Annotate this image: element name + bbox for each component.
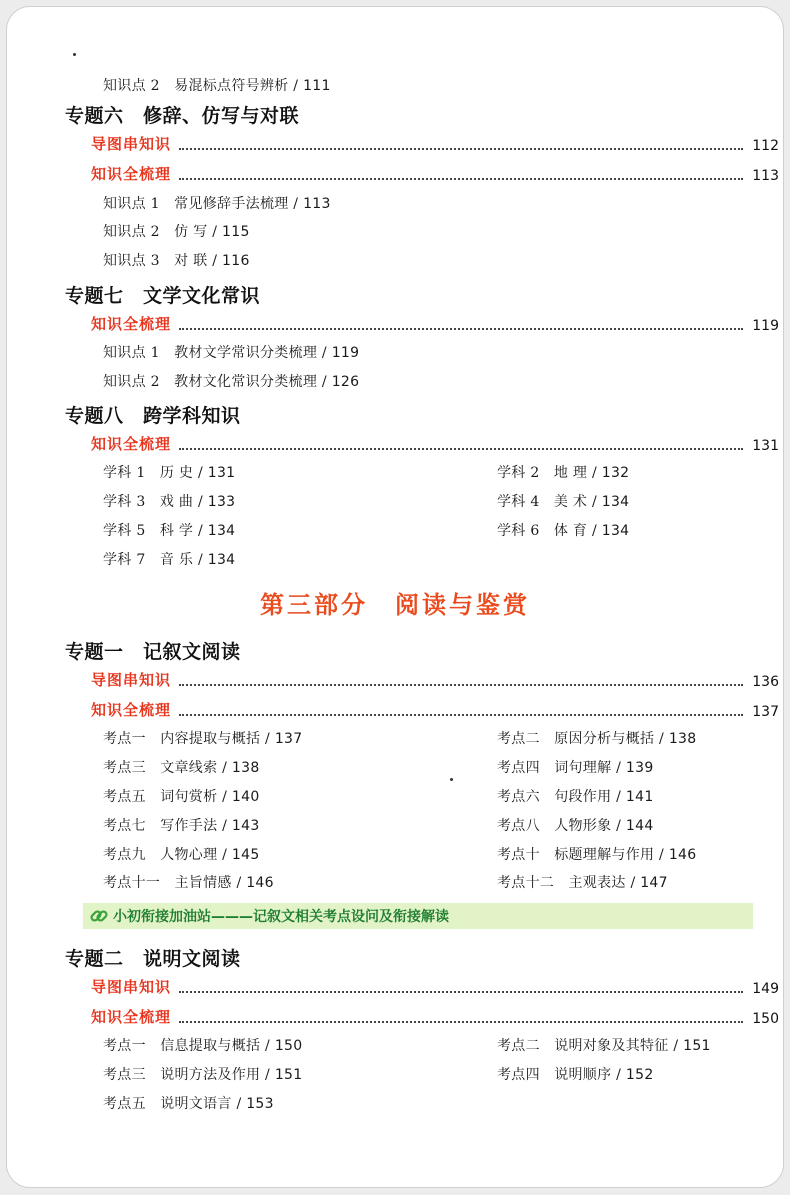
toc-item[interactable]: 考点六 句段作用 / 141 [497, 789, 654, 805]
sub-label: 知识全梳理 [91, 315, 172, 333]
sub-label: 知识全梳理 [91, 435, 172, 453]
toc-item[interactable]: 考点三 说明方法及作用 / 151 [103, 1067, 303, 1083]
toc-item[interactable]: 考点二 原因分析与概括 / 138 [497, 731, 697, 747]
toc-item[interactable]: 考点一 信息提取与概括 / 150 [103, 1038, 303, 1054]
toc-item[interactable]: 考点九 人物心理 / 145 [103, 847, 260, 863]
page-number: 113 [752, 168, 779, 184]
toc-item[interactable]: 考点五 词句赏析 / 140 [103, 789, 260, 805]
toc-item[interactable]: 考点一 内容提取与概括 / 137 [103, 731, 303, 747]
toc-sub-entry[interactable] [91, 669, 779, 690]
page-number: 137 [752, 704, 779, 720]
toc-item[interactable]: 知识点 1 常见修辞手法梳理 / 113 [103, 196, 331, 212]
dot-leader [179, 147, 743, 150]
speck [73, 53, 76, 56]
toc-item[interactable]: 考点四 词句理解 / 139 [497, 760, 654, 776]
sub-label: 知识全梳理 [91, 165, 172, 183]
toc-item[interactable]: 考点十一 主旨情感 / 146 [103, 875, 274, 891]
toc-item[interactable]: 学科 2 地 理 / 132 [497, 465, 630, 481]
topic-title[interactable]: 专题一 记叙文阅读 [65, 641, 241, 663]
sub-label: 知识全梳理 [91, 1008, 172, 1026]
toc-sub-entry[interactable] [91, 976, 779, 997]
dot-leader [179, 713, 743, 716]
dot-leader [179, 177, 743, 180]
toc-item[interactable]: 考点二 说明对象及其特征 / 151 [497, 1038, 711, 1054]
page-number: 136 [752, 674, 779, 690]
toc-item[interactable]: 考点十 标题理解与作用 / 146 [497, 847, 697, 863]
toc-item[interactable]: 学科 3 戏 曲 / 133 [103, 494, 236, 510]
page-number: 150 [752, 1011, 779, 1027]
page-number: 131 [752, 438, 779, 454]
toc-item[interactable]: 考点五 说明文语言 / 153 [103, 1096, 274, 1112]
page-number: 112 [752, 138, 779, 154]
toc-item[interactable]: 学科 7 音 乐 / 134 [103, 552, 236, 568]
sub-label: 导图串知识 [91, 671, 172, 689]
dot-leader [179, 990, 743, 993]
bridge-text: 小初衔接加油站———记叙文相关考点设问及衔接解读 [113, 909, 449, 925]
toc-item[interactable]: 学科 6 体 育 / 134 [497, 523, 630, 539]
toc-sub-entry[interactable] [91, 699, 779, 720]
book-page [6, 6, 784, 1188]
toc-item[interactable]: 学科 1 历 史 / 131 [103, 465, 236, 481]
toc-item[interactable]: 学科 5 科 学 / 134 [103, 523, 236, 539]
toc-sub-entry[interactable] [91, 1006, 779, 1027]
dot-leader [179, 1020, 743, 1023]
toc-sub-entry[interactable] [91, 313, 779, 334]
dot-leader [179, 683, 743, 686]
page-number: 119 [752, 318, 779, 334]
dot-leader [179, 447, 743, 450]
sub-label: 知识全梳理 [91, 701, 172, 719]
dot-leader [179, 327, 743, 330]
topic-title[interactable]: 专题六 修辞、仿写与对联 [65, 105, 300, 127]
topic-title[interactable]: 专题七 文学文化常识 [65, 285, 261, 307]
toc-item[interactable]: 考点三 文章线索 / 138 [103, 760, 260, 776]
topic-title[interactable]: 专题二 说明文阅读 [65, 948, 241, 970]
toc-item[interactable]: 知识点 2 仿 写 / 115 [103, 224, 250, 240]
toc-item[interactable]: 考点四 说明顺序 / 152 [497, 1067, 654, 1083]
toc-sub-entry[interactable] [91, 433, 779, 454]
toc-item[interactable]: 考点十二 主观表达 / 147 [497, 875, 668, 891]
toc-item[interactable]: 知识点 3 对 联 / 116 [103, 253, 250, 269]
toc-item[interactable]: 学科 4 美 术 / 134 [497, 494, 630, 510]
toc-item[interactable]: 知识点 1 教材文学常识分类梳理 / 119 [103, 345, 360, 361]
sub-label: 导图串知识 [91, 978, 172, 996]
toc-sub-entry[interactable] [91, 133, 779, 154]
speck [450, 778, 453, 781]
toc-item[interactable]: 知识点 2 易混标点符号辨析 / 111 [103, 78, 331, 94]
toc-item[interactable]: 考点七 写作手法 / 143 [103, 818, 260, 834]
sub-label: 导图串知识 [91, 135, 172, 153]
part-title: 第三部分 阅读与鉴赏 [260, 591, 530, 619]
topic-title[interactable]: 专题八 跨学科知识 [65, 405, 241, 427]
link-icon [89, 906, 109, 926]
toc-item[interactable]: 考点八 人物形象 / 144 [497, 818, 654, 834]
page-number: 149 [752, 981, 779, 997]
toc-sub-entry[interactable] [91, 163, 779, 184]
bridge-banner[interactable] [83, 903, 753, 929]
toc-item[interactable]: 知识点 2 教材文化常识分类梳理 / 126 [103, 374, 360, 390]
